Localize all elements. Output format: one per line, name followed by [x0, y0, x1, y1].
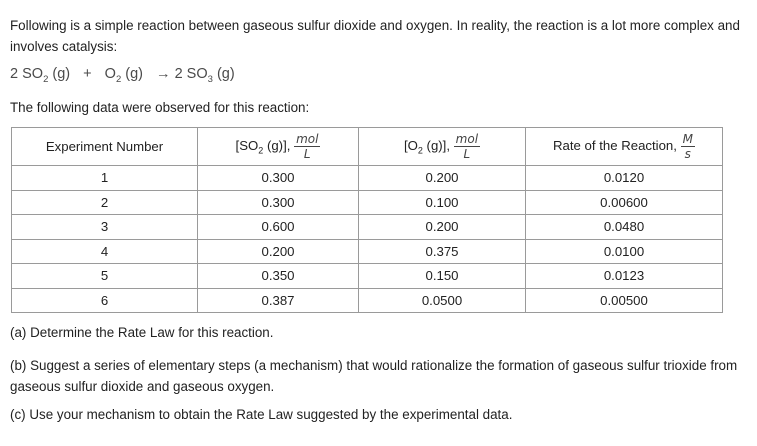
cell-experiment: 6: [12, 288, 198, 313]
header-rate: [526, 128, 723, 166]
state-label: (g): [52, 66, 71, 82]
reactant-so2: SO: [22, 66, 44, 82]
unit-fraction: [454, 132, 480, 161]
header-text: (g)],: [422, 137, 450, 153]
cell-o2: 0.375: [359, 239, 526, 264]
header-so2: [198, 128, 359, 166]
intro-paragraph: Following is a simple reaction between gaseous sulfur dioxide and oxygen. In reality, the reaction is a lot more complex and involves catalysis:: [10, 18, 740, 54]
question-c: (c) Use your mechanism to obtain the Rate Law suggested by the experimental data.: [10, 407, 513, 422]
header-experiment: Experiment Number: [12, 128, 198, 166]
subscript: 2: [43, 73, 49, 85]
cell-o2: 0.200: [359, 215, 526, 240]
cell-rate: 0.0480: [526, 215, 723, 240]
header-text: [SO: [235, 137, 259, 153]
unit-denominator: L: [463, 147, 471, 161]
cell-rate: 0.0100: [526, 239, 723, 264]
product-so3: SO: [186, 66, 208, 82]
cell-experiment: 2: [12, 190, 198, 215]
unit-fraction: [294, 132, 320, 161]
table-row: [12, 288, 723, 313]
table-row: [12, 239, 723, 264]
data-table: [11, 127, 723, 313]
cell-rate: 0.00500: [526, 288, 723, 313]
unit-numerator: mol: [296, 132, 319, 146]
cell-o2: 0.200: [359, 166, 526, 191]
table-row: [12, 166, 723, 191]
table-row: [12, 190, 723, 215]
subscript: 3: [207, 73, 213, 85]
reaction-equation: [10, 64, 745, 90]
cell-rate: 0.0123: [526, 264, 723, 289]
header-o2: [359, 128, 526, 166]
cell-o2: 0.150: [359, 264, 526, 289]
unit-denominator: s: [684, 147, 691, 161]
cell-o2: 0.100: [359, 190, 526, 215]
unit-numerator: mol: [455, 132, 479, 146]
state-label: (g): [216, 66, 235, 82]
subscript: 2: [258, 145, 264, 156]
unit-numerator: M: [682, 132, 693, 146]
unit-denominator: L: [303, 147, 311, 161]
data-intro: The following data were observed for this reaction:: [10, 100, 310, 115]
cell-experiment: 5: [12, 264, 198, 289]
cell-experiment: 1: [12, 166, 198, 191]
header-text: [O: [403, 137, 418, 153]
header-text: Rate of the Reaction,: [553, 137, 677, 153]
cell-so2: 0.600: [198, 215, 359, 240]
cell-so2: 0.300: [198, 166, 359, 191]
question-a: (a) Determine the Rate Law for this reaction.: [10, 325, 274, 340]
reaction-arrow: →: [156, 66, 171, 82]
cell-rate: 0.0120: [526, 166, 723, 191]
cell-o2: 0.0500: [359, 288, 526, 313]
table-row: [12, 264, 723, 289]
reactant-o2: O: [104, 66, 116, 82]
plus-sign: +: [83, 66, 92, 82]
question-b: (b) Suggest a series of elementary steps (a mechanism) that would rationalize the formation of gaseous sulfur trioxide from gaseous sulfur dioxide and gaseous oxygen.: [10, 358, 738, 394]
cell-so2: 0.350: [198, 264, 359, 289]
header-text: (g)],: [263, 137, 291, 153]
subscript: 2: [417, 145, 423, 156]
coefficient: 2: [174, 66, 183, 82]
cell-so2: 0.200: [198, 239, 359, 264]
table-header-row: [12, 128, 723, 166]
table-row: [12, 215, 723, 240]
state-label: (g): [125, 66, 143, 82]
unit-fraction: [681, 132, 695, 161]
cell-experiment: 3: [12, 215, 198, 240]
cell-so2: 0.387: [198, 288, 359, 313]
cell-rate: 0.00600: [526, 190, 723, 215]
cell-so2: 0.300: [198, 190, 359, 215]
subscript: 2: [115, 73, 122, 85]
cell-experiment: 4: [12, 239, 198, 264]
coefficient: 2: [10, 66, 19, 82]
